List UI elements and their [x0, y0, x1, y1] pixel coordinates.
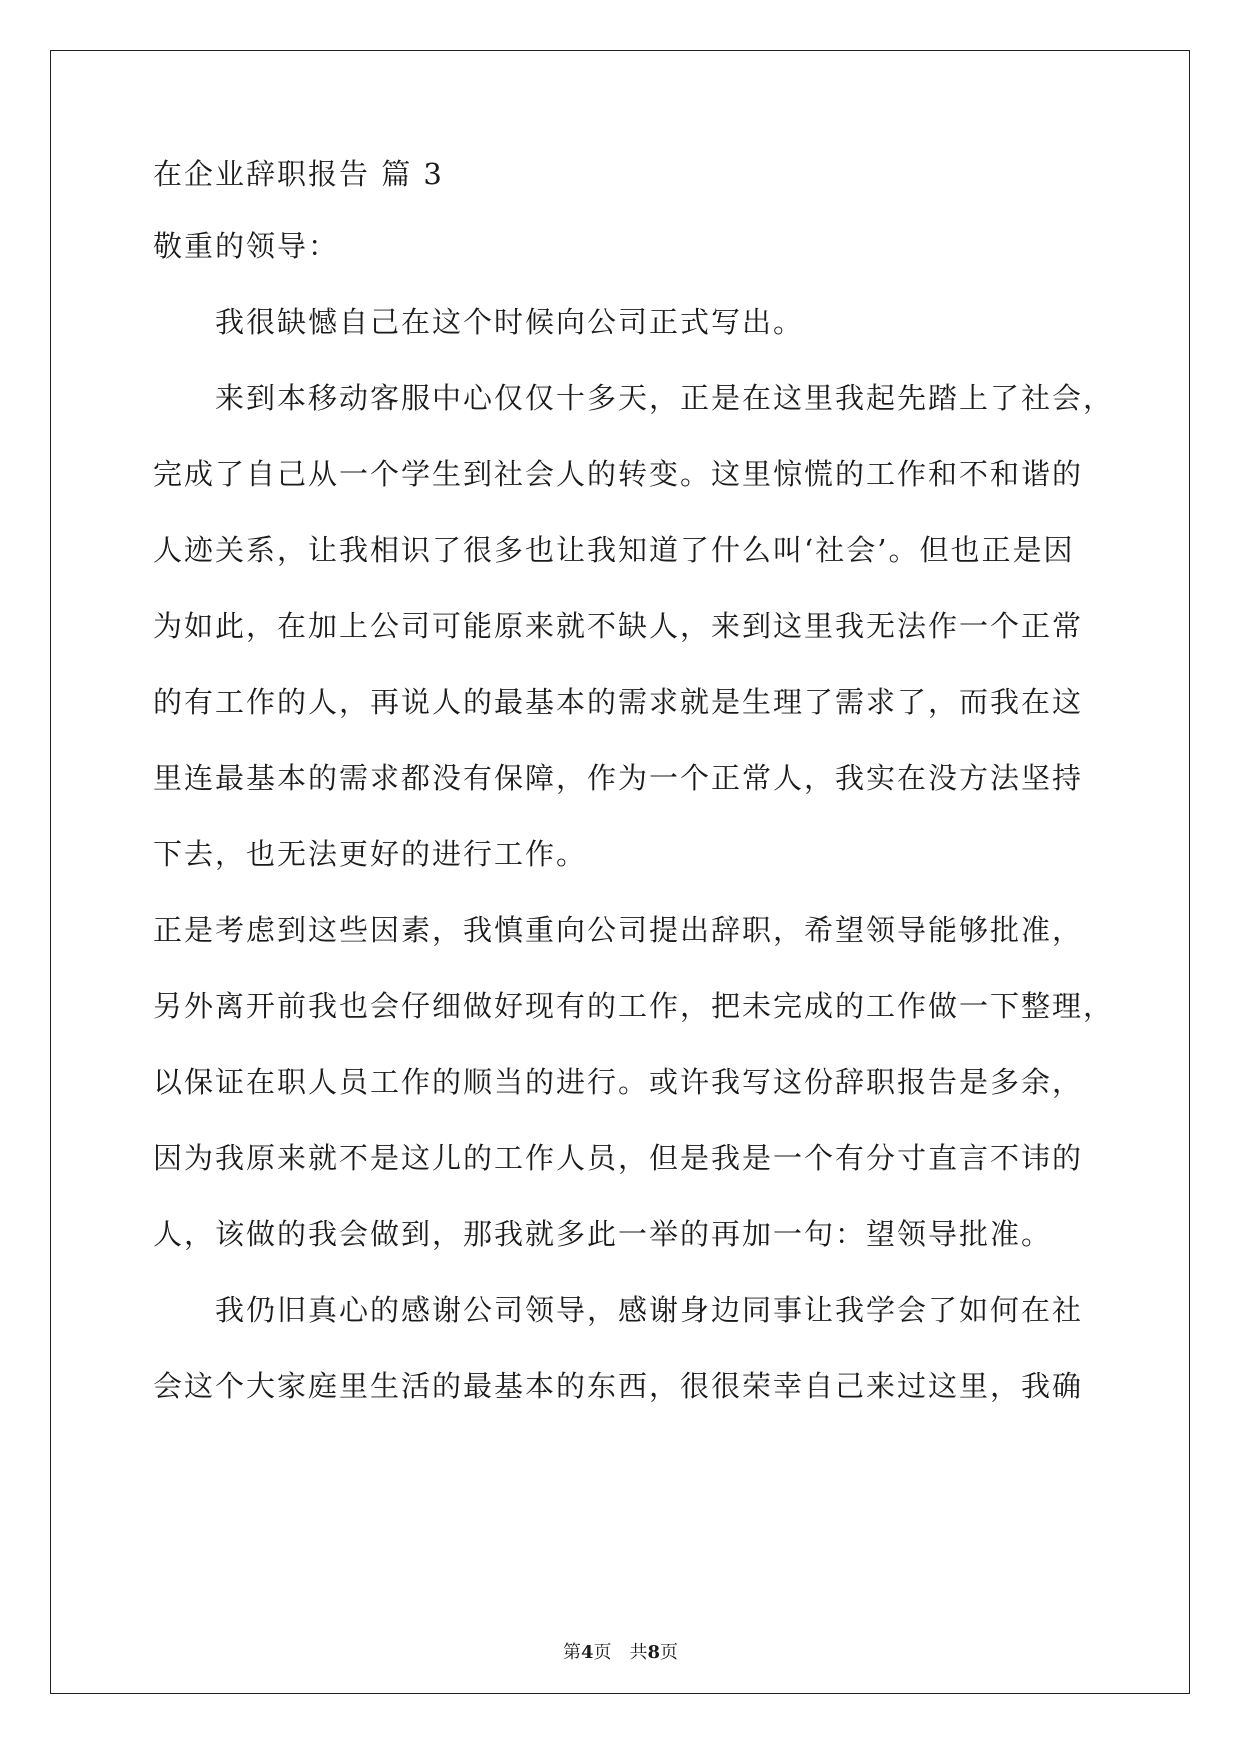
page-suffix: 页: [660, 1642, 679, 1663]
paragraph-line: 下去，也无法更好的进行工作。: [153, 837, 588, 871]
document-title: 在企业辞职报告 篇 3: [153, 157, 444, 191]
page-current: 4: [580, 1642, 594, 1663]
paragraph-line: 我仍旧真心的感谢公司领导，感谢身边同事让我学会了如何在社: [215, 1293, 1084, 1327]
page-prefix: 第: [562, 1642, 581, 1663]
page-mid: 页 共: [593, 1642, 648, 1663]
paragraph-line: 正是考虑到这些因素，我慎重向公司提出辞职，希望领导能够批准，: [153, 913, 1084, 947]
paragraph-line: 我很缺憾自己在这个时候向公司正式写出。: [215, 305, 805, 339]
paragraph-line: 因为我原来就不是这儿的工作人员，但是我是一个有分寸直言不讳的: [153, 1141, 1084, 1175]
paragraph-line: 里连最基本的需求都没有保障，作为一个正常人，我实在没方法坚持: [153, 761, 1084, 795]
paragraph-line: 来到本移动客服中心仅仅十多天，正是在这里我起先踏上了社会，: [215, 381, 1115, 415]
paragraph-line: 会这个大家庭里生活的最基本的东西，很很荣幸自己来过这里，我确: [153, 1369, 1084, 1403]
paragraph-line: 为如此，在加上公司可能原来就不缺人，来到这里我无法作一个正常: [153, 609, 1084, 643]
paragraph-line: 另外离开前我也会仔细做好现有的工作，把未完成的工作做一下整理，: [153, 989, 1115, 1023]
paragraph-line: 人，该做的我会做到，那我就多此一举的再加一句：望领导批准。: [153, 1217, 1053, 1251]
salutation: 敬重的领导：: [153, 229, 340, 263]
paragraph-line: 完成了自己从一个学生到社会人的转变。这里惊慌的工作和不和谐的: [153, 457, 1084, 491]
paragraph-line: 的有工作的人，再说人的最基本的需求就是生理了需求了，而我在这: [153, 685, 1084, 719]
paragraph-line: 人迹关系，让我相识了很多也让我知道了什么叫‘社会’。但也正是因: [153, 533, 1075, 567]
page-footer: [0, 1638, 1241, 1664]
page-total: 8: [647, 1642, 661, 1663]
page-border: [50, 50, 1190, 1694]
paragraph-line: 以保证在职人员工作的顺当的进行。或许我写这份辞职报告是多余，: [153, 1065, 1084, 1099]
